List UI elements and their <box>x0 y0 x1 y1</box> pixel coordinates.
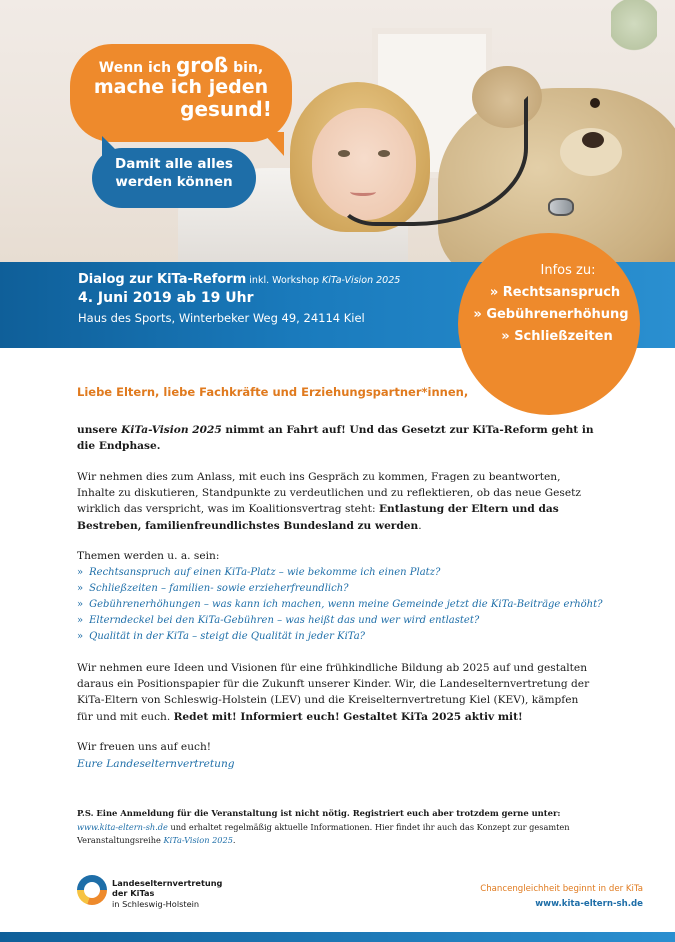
p1-pre: unsere <box>77 423 122 436</box>
teddy-bear-nose <box>582 132 604 148</box>
closing-line: Wir freuen uns auf euch! <box>77 741 212 754</box>
event-date: 4. Juni 2019 ab 19 Uhr <box>78 290 254 306</box>
info-item-rechtsanspruch: » Rechtsanspruch <box>489 285 621 300</box>
lev-logo-icon <box>77 875 107 905</box>
topic-item: » Elterndeckel bei den KiTa-Gebühren – was heißt das und wer wird entlastet? <box>77 615 480 627</box>
bubble-line1-big: groß <box>175 53 229 77</box>
topic-item: » Rechtsanspruch auf einen KiTa-Platz – wie bekomme ich einen Platz? <box>77 566 441 578</box>
teddy-bear-eye <box>590 98 600 108</box>
info-item-schliesszeiten: » Schließzeiten <box>501 329 613 344</box>
event-title: Dialog zur KiTa-Reform <box>78 272 247 287</box>
footer-right <box>480 882 643 911</box>
p2-bold: Entlastung der Eltern und das Bestreben, familienfreundlichstes Bundesland zu werden <box>77 503 559 532</box>
speech-bubble-orange <box>70 44 292 142</box>
topic-item: » Gebührenerhöhungen – was kann ich machen, wenn meine Gemeinde jetzt die KiTa-Beiträge erhöht? <box>77 599 603 611</box>
footer-website-link[interactable]: www.kita-eltern-sh.de <box>535 898 643 909</box>
p3-bold: Redet mit! Informiert euch! Gestaltet KiTa 2025 aktiv mit! <box>173 710 523 723</box>
background-plant <box>611 0 657 60</box>
bubble-line3: gesund! <box>180 96 272 121</box>
p3-pre: Wir nehmen eure Ideen und Visionen für eine frühkindliche Bildung ab 2025 auf und gestalten daraus ein Positionspapier für die Zukunft unserer Kinder. Wir, die Landeselternvertretung der KiTa-Eltern von Schleswig-Holstein (LEV) und die Kreiselternvertretung Kiel (KEV), kämpfen für und mit euch. <box>77 661 590 723</box>
letter-greeting: Liebe Eltern, liebe Fachkräfte und Erziehungspartner*innen, <box>77 385 469 399</box>
paragraph-vision <box>77 660 597 726</box>
bubble-line1-pre: Wenn ich <box>98 60 176 76</box>
p2-post: . <box>418 519 422 532</box>
blue-bubble-line2: werden können <box>115 173 233 190</box>
bubble-line1-post: bin, <box>228 60 264 76</box>
letter-body <box>77 384 603 772</box>
speech-bubble-blue <box>92 148 256 208</box>
footer-slogan: Chancengleichheit beginnt in der KiTa <box>480 884 643 894</box>
ps-text <box>77 821 597 848</box>
event-title-line <box>78 272 400 287</box>
ps-text-mid: und erhaltet regelmäßig aktuelle Informationen. Hier findet ihr auch das Konzept zur gesamten Veranstaltungsreihe <box>77 821 570 846</box>
bubble-line2: mache ich jeden <box>93 75 269 98</box>
ps-website-link[interactable]: www.kita-eltern-sh.de <box>77 821 168 832</box>
paragraph-intro <box>77 422 597 455</box>
stethoscope-icon <box>548 198 574 216</box>
bottom-bar <box>0 932 675 942</box>
topic-item: » Schließzeiten – familien- sowie erzieherfreundlich? <box>77 582 349 594</box>
ps-text-end: . <box>232 835 236 846</box>
ps-bold: P.S. Eine Anmeldung für die Veranstaltung ist nicht nötig. Registriert euch aber trotzdem gerne unter: <box>77 808 561 818</box>
info-item-gebuehren: » Gebührenerhöhung <box>473 307 629 322</box>
p1-post: nimmt an Fahrt auf! Und das Gesetzt zur KiTa-Reform geht in die Endphase. <box>77 423 594 453</box>
topics-label: Themen werden u. a. sein: <box>77 550 220 563</box>
topics-list <box>77 565 603 646</box>
paragraph-reason <box>77 469 597 535</box>
ps-italic: KiTa-Vision 2025 <box>163 835 233 846</box>
p2-pre: Wir nehmen dies zum Anlass, mit euch ins Gespräch zu kommen, Fragen zu beantworten, Inhalte zu diskutieren, Standpunkte zu verdeutlichen und zu reflektieren, ob das neue Gesetz wirklich das verspricht, was im Koalitionsvertrag steht: <box>77 470 581 516</box>
event-venue: Haus des Sports, Winterbeker Weg 49, 24114 Kiel <box>78 311 365 325</box>
topic-item: » Qualität in der KiTa – steigt die Qualität in jeder KiTa? <box>77 631 366 643</box>
logo-text <box>112 878 222 909</box>
logo-line1: Landeselternvertretung <box>112 878 223 888</box>
postscript <box>77 807 597 848</box>
event-title-workshop: KiTa-Vision 2025 <box>322 275 401 286</box>
signature: Eure Landeselternvertretung <box>77 757 235 770</box>
hero-photo <box>0 0 675 262</box>
event-title-small: inkl. Workshop <box>246 275 323 286</box>
logo-line2: der KiTas <box>112 888 155 899</box>
p1-italic: KiTa-Vision 2025 <box>121 423 222 436</box>
info-circle-title: Infos zu: <box>540 263 596 278</box>
blue-bubble-line1: Damit alle alles <box>115 156 233 172</box>
logo-line3: in Schleswig-Holstein <box>112 898 200 909</box>
